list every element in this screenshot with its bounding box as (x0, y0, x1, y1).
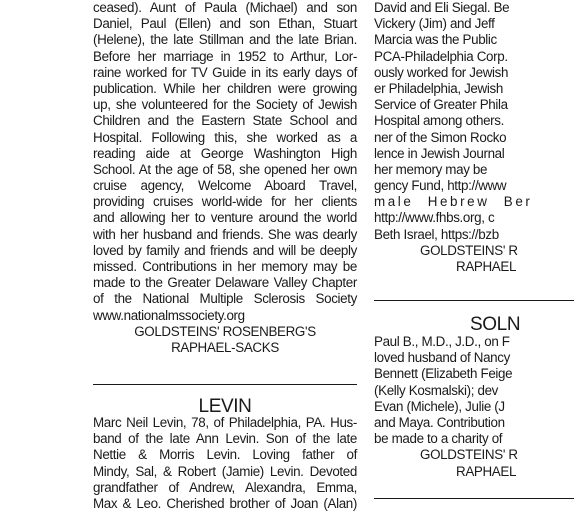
obituary-line: (Helene), the late Stillman and the late Brian. (93, 32, 357, 48)
obituary-line: ceased). Aunt of Paula (Michael) and son (93, 0, 357, 15)
obituary-line: http://www.fhbs.org, c (374, 210, 495, 226)
obituary-line: and allowing her to venture around the world (93, 210, 357, 226)
obituary-line: providing cruises world-wide for her clients (93, 194, 357, 210)
obituary-line: publication. While her children were growing (93, 80, 357, 96)
obituary-line: Children and the Eastern State School and (93, 113, 357, 129)
obituary-line: Hospital. Following this, she worked as a (93, 129, 357, 145)
obituary-line: reading aide at George Washington High (93, 145, 357, 161)
obituary-line: ously worked for Jewish (374, 64, 509, 80)
obituary-line: gency Fund, http://www (374, 178, 507, 194)
obituary-line: PCA-Philadelphia Corp. (374, 48, 508, 64)
obituary-line: Evan (Michele), Julie (J (374, 398, 505, 414)
funeral-home-name: RAPHAEL (456, 463, 517, 479)
obituary-line: David and Eli Siegal. Be (374, 0, 510, 15)
funeral-home-name: RAPHAEL (456, 259, 517, 274)
obituary-line: cruise agency, Welcome Aboard Travel, (93, 178, 357, 194)
obituary-line: male Hebrew Ber (374, 194, 533, 210)
obituary-line: School. At the age of 58, she opened her own (93, 161, 357, 177)
top-obituary-text (93, 0, 357, 356)
section-divider (374, 300, 574, 301)
obituary-line: grandfather of Andrew, Alexandra, Emma, (93, 479, 357, 495)
second-obituary-text (374, 334, 574, 480)
obituary-line: Mindy, Sal, & Robert (Jamie) Levin. Devoted (93, 463, 357, 479)
funeral-home-name: GOLDSTEINS' R (420, 447, 518, 463)
obituary-line: her memory may be (374, 161, 488, 177)
second-obituary-text (93, 415, 357, 512)
top-obituary-text (374, 0, 574, 275)
obituary-line: www.nationalmssociety.org (93, 307, 245, 323)
funeral-home-name: GOLDSTEINS' R (420, 242, 518, 258)
obituary-line: loved husband of Nancy (374, 350, 510, 366)
obituary-line: Beth Israel, https://bzb (374, 226, 499, 242)
obituary-line: Max & Leo. Cherished brother of Joan (Alan) (93, 495, 357, 511)
obituary-line: Vickery (Jim) and Jeff (374, 16, 495, 32)
obituary-line: Before her marriage in 1952 to Arthur, Lor- (93, 48, 357, 64)
obituary-name-heading: SOLN (470, 314, 521, 335)
obituary-line: of the National Multiple Sclerosis Society (93, 291, 357, 307)
funeral-home-name: GOLDSTEINS' ROSENBERG'S (134, 323, 316, 339)
obituary-line: band of the late Ann Levin. Son of the late (93, 431, 357, 447)
obituary-line: with her husband and friends. She was dearly (93, 226, 357, 242)
obituary-line: Hospital among others. (374, 113, 504, 129)
funeral-home-name: RAPHAEL-SACKS (171, 339, 279, 355)
obituary-line: ner of the Simon Rocko (374, 129, 507, 145)
obituary-line: Marcia was the Public (374, 32, 497, 48)
obituary-line: er Philadelphia, Jewish (374, 80, 503, 96)
obituary-line: loved by family and friends and will be deeply (93, 242, 357, 258)
obituary-line: Marc Neil Levin, 78, of Philadelphia, PA. Hus- (93, 415, 357, 430)
obituary-line: missed. Contributions in her memory may be (93, 259, 357, 274)
section-divider (374, 498, 574, 499)
obituary-line: Paul B., M.D., J.D., on F (374, 334, 510, 349)
obituary-line: up, she volunteered for the Society of Jewish (93, 97, 357, 113)
obituary-line: raine worked for TV Guide in its early days of (93, 64, 357, 80)
obituary-line: lence in Jewish Journal (374, 145, 505, 161)
obituary-line: Bennett (Elizabeth Feige (374, 366, 513, 382)
obituary-line: and Maya. Contribution (374, 414, 505, 430)
obituary-line: (Kelly Kosmalski); dev (374, 382, 499, 398)
obituary-name-heading: LEVIN (198, 396, 252, 417)
obituary-line: made to the Greater Delaware Valley Chapter (93, 275, 357, 291)
obituary-line: Nettie & Morris Levin. Loving father of (93, 447, 357, 463)
obituary-line: be made to a charity of (374, 431, 503, 447)
obituary-line: Daniel, Paul (Ellen) and son Ethan, Stuart (93, 16, 357, 32)
obituary-line: Service of Greater Phila (374, 97, 508, 113)
section-divider (93, 384, 357, 385)
